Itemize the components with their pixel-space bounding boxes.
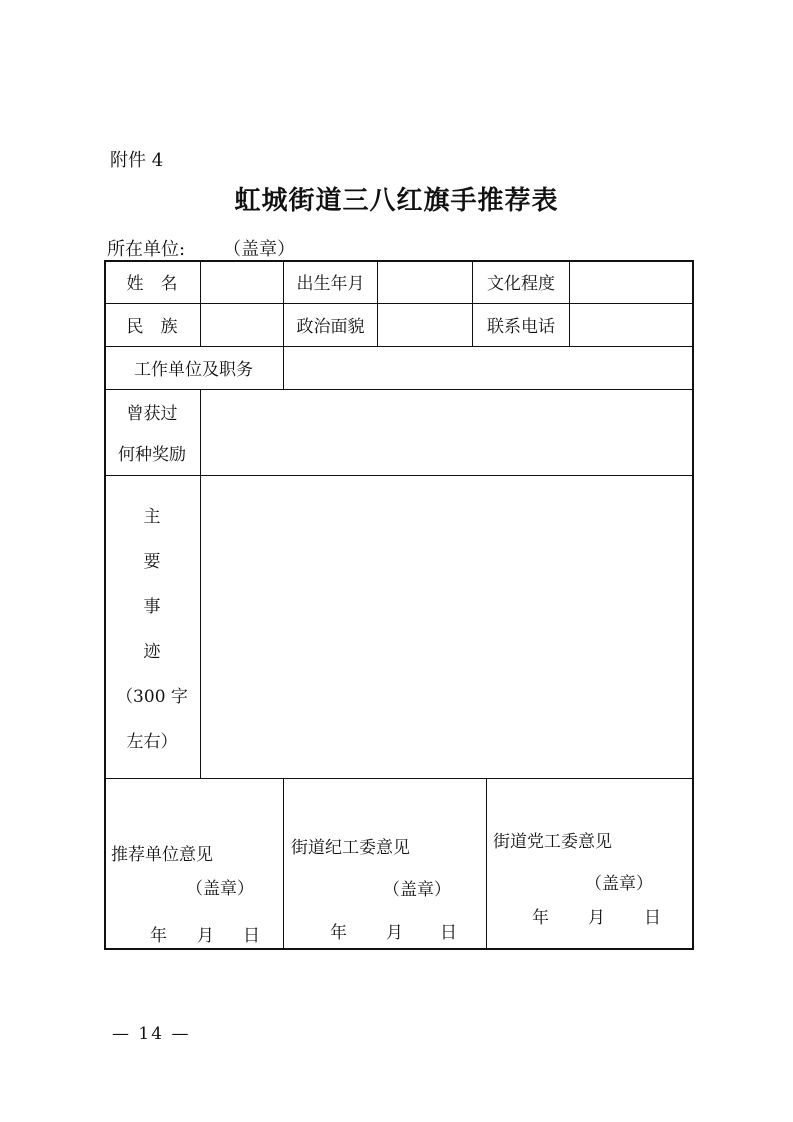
page-number: — 14 — (112, 1024, 191, 1044)
deeds-label (104, 476, 200, 778)
opinion-recommender-month: 月 (197, 926, 214, 946)
opinion-party-label: 街道党工委意见 (493, 832, 612, 852)
phone-field[interactable] (570, 303, 692, 346)
deeds-note-1: （300 字 (116, 687, 188, 707)
ethnicity-field[interactable] (201, 303, 283, 346)
opinion-recommender-year: 年 (150, 926, 167, 946)
awards-label-line1: 曾获过 (126, 404, 178, 424)
deeds-char-1: 主 (143, 507, 161, 527)
opinion-discipline-seal: （盖章） (383, 880, 451, 900)
opinion-party-month: 月 (588, 908, 605, 928)
table-border-bottom (104, 948, 693, 950)
education-label: 文化程度 (487, 274, 555, 294)
birth-label: 出生年月 (296, 274, 365, 294)
awards-label (104, 389, 200, 475)
unit-seal: （盖章） (223, 239, 296, 260)
opinion-party-year: 年 (532, 908, 549, 928)
phone-label: 联系电话 (487, 317, 555, 337)
opinion-discipline-year: 年 (330, 923, 347, 943)
education-field[interactable] (570, 260, 692, 303)
opinion-discipline-label: 街道纪工委意见 (291, 838, 410, 858)
opinion-party-day: 日 (644, 908, 661, 928)
work-field[interactable] (284, 346, 692, 389)
unit-label: 所在单位: (107, 239, 186, 260)
form-title: 虹城街道三八红旗手推荐表 (234, 186, 559, 216)
deeds-field[interactable] (201, 476, 692, 778)
opinion-discipline-month: 月 (386, 923, 403, 943)
opinion-recommender-label: 推荐单位意见 (111, 845, 213, 865)
table-border-right (692, 260, 694, 950)
opinion-recommender-seal: （盖章） (186, 879, 254, 899)
opinion-discipline-day: 日 (440, 923, 457, 943)
name-field[interactable] (201, 260, 283, 303)
name-label: 姓 名 (126, 274, 178, 294)
deeds-char-4: 迹 (143, 642, 161, 662)
deeds-char-2: 要 (143, 552, 161, 572)
deeds-note-2: 左右） (126, 732, 178, 752)
opinion-recommender-day: 日 (243, 926, 260, 946)
table-line-v8 (283, 778, 284, 948)
awards-label-line2: 何种奖励 (118, 445, 186, 465)
unit-line (107, 235, 295, 261)
work-label: 工作单位及职务 (134, 360, 253, 380)
opinion-party-seal: （盖章） (585, 874, 653, 894)
table-line-v9 (486, 778, 487, 948)
table-line-h5 (104, 778, 693, 779)
attachment-label: 附件 4 (110, 150, 164, 171)
awards-field[interactable] (201, 389, 692, 475)
political-label: 政治面貌 (296, 317, 365, 337)
deeds-char-3: 事 (143, 597, 161, 617)
ethnicity-label: 民 族 (126, 317, 178, 337)
political-field[interactable] (378, 303, 472, 346)
birth-field[interactable] (378, 260, 472, 303)
